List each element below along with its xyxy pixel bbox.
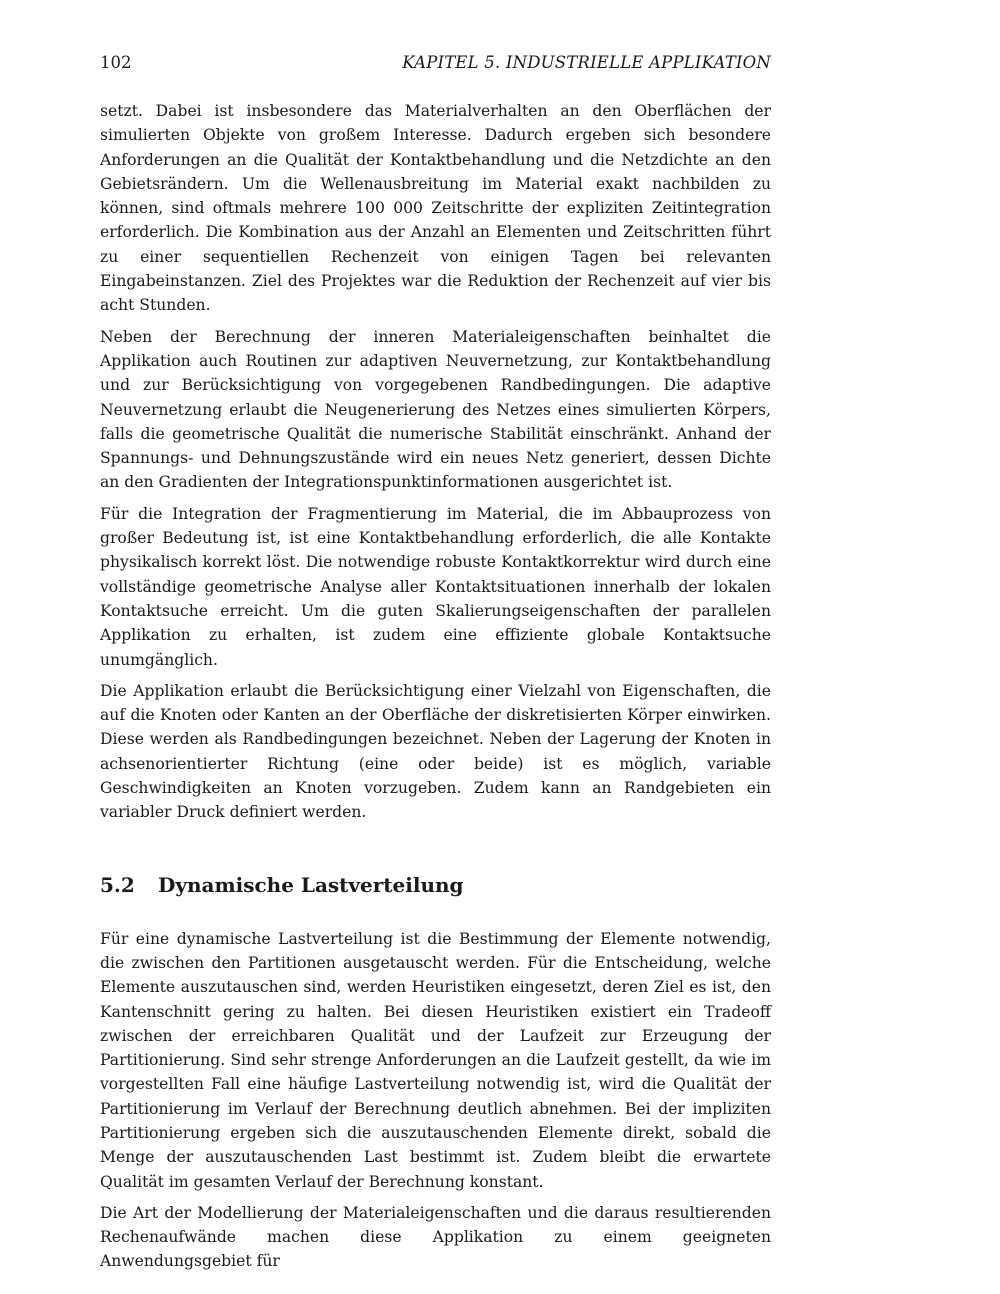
section-heading: [100, 870, 771, 900]
section-title: Dynamische Lastverteilung: [158, 872, 464, 897]
paragraph: Die Art der Modellierung der Materialeigenschaften und die daraus resultierenden Rechenaufwände machen diese Applikation zu einem geeigneten Anwendungsgebiet für: [100, 1203, 771, 1271]
page-number: 102: [100, 53, 132, 72]
body-text: [100, 99, 771, 1281]
paragraph: Für die Integration der Fragmentierung im Material, die im Abbauprozess von großer Bedeutung ist, ist eine Kontaktbehandlung erforderlich, die alle Kontakte physikalisch korrekt löst. Die notwendige robuste Kontaktkorrektur wird durch eine vollständige geometrische Analyse aller Kontaktsituationen innerhalb der lokalen Kontaktsuche erreicht. Um die guten Skalierungseigenschaften der parallelen Applikation zu erhalten, ist zudem eine effiziente globale Kontaktsuche unumgänglich.: [100, 504, 771, 669]
paragraph: Für eine dynamische Lastverteilung ist die Bestimmung der Elemente notwendig, die zwischen den Partitionen ausgetauscht werden. Für die Entscheidung, welche Elemente auszutauschen sind, werden Heuristiken eingesetzt, deren Ziel es ist, den Kantenschnitt gering zu halten. Bei diesen Heuristiken existiert ein Tradeoff zwischen der erreichbaren Qualität und der Laufzeit zur Erzeugung der Partitionierung. Sind sehr strenge Anforderungen an die Laufzeit gestellt, da wie im vorgestellten Fall eine häufige Lastverteilung notwendig ist, wird die Qualität der Partitionierung im Verlauf der Berechnung deutlich abnehmen. Bei der impliziten Partitionierung ergeben sich die auszutauschenden Elemente direkt, sobald die Menge der auszutauschenden Last bestimmt ist. Zudem bleibt die erwartete Qualität im gesamten Verlauf der Berechnung konstant.: [100, 929, 771, 1191]
paragraph: setzt. Dabei ist insbesondere das Materialverhalten an den Oberflächen der simulierten Objekte von großem Interesse. Dadurch ergeben sich besondere Anforderungen an die Qualität der Kontaktbehandlung und die Netzdichte an den Gebietsrändern. Um die Wellenausbreitung im Material exakt nachbilden zu können, sind oftmals mehrere 100 000 Zeitschritte der expliziten Zeitintegration erforderlich. Die Kombination aus der Anzahl an Elementen und Zeitschritten führt zu einer sequentiellen Rechenzeit von einigen Tagen bei relevanten Eingabeinstanzen. Ziel des Projektes war die Reduktion der Rechenzeit auf vier bis acht Stunden.: [100, 102, 771, 315]
section-number: 5.2: [100, 872, 135, 897]
paragraph: Neben der Berechnung der inneren Materialeigenschaften beinhaltet die Applikation auch Routinen zur adaptiven Neuvernetzung, zur Kontaktbehandlung und zur Berücksichtigung von vorgegebenen Randbedingungen. Die adaptive Neuvernetzung erlaubt die Neugenerierung des Netzes eines simulierten Körpers, falls die geometrische Qualität die numerische Stabilität einschränkt. Anhand der Spannungs- und Dehnungszustände wird ein neues Netz generiert, dessen Dichte an den Gradienten der Integrationspunktinformationen ausgerichtet ist.: [100, 327, 771, 492]
running-header: [100, 51, 771, 75]
paragraph: Die Applikation erlaubt die Berücksichtigung einer Vielzahl von Eigenschaften, die auf die Knoten oder Kanten an der Oberfläche der diskretisierten Körper einwirken. Diese werden als Randbedingungen bezeichnet. Neben der Lagerung der Knoten in achsenorientierter Richtung (eine oder beide) ist es möglich, variable Geschwindigkeiten an Knoten vorzugeben. Zudem kann an Randgebieten ein variabler Druck definiert werden.: [100, 681, 771, 822]
chapter-title: KAPITEL 5. INDUSTRIELLE APPLIKATION: [402, 53, 771, 72]
